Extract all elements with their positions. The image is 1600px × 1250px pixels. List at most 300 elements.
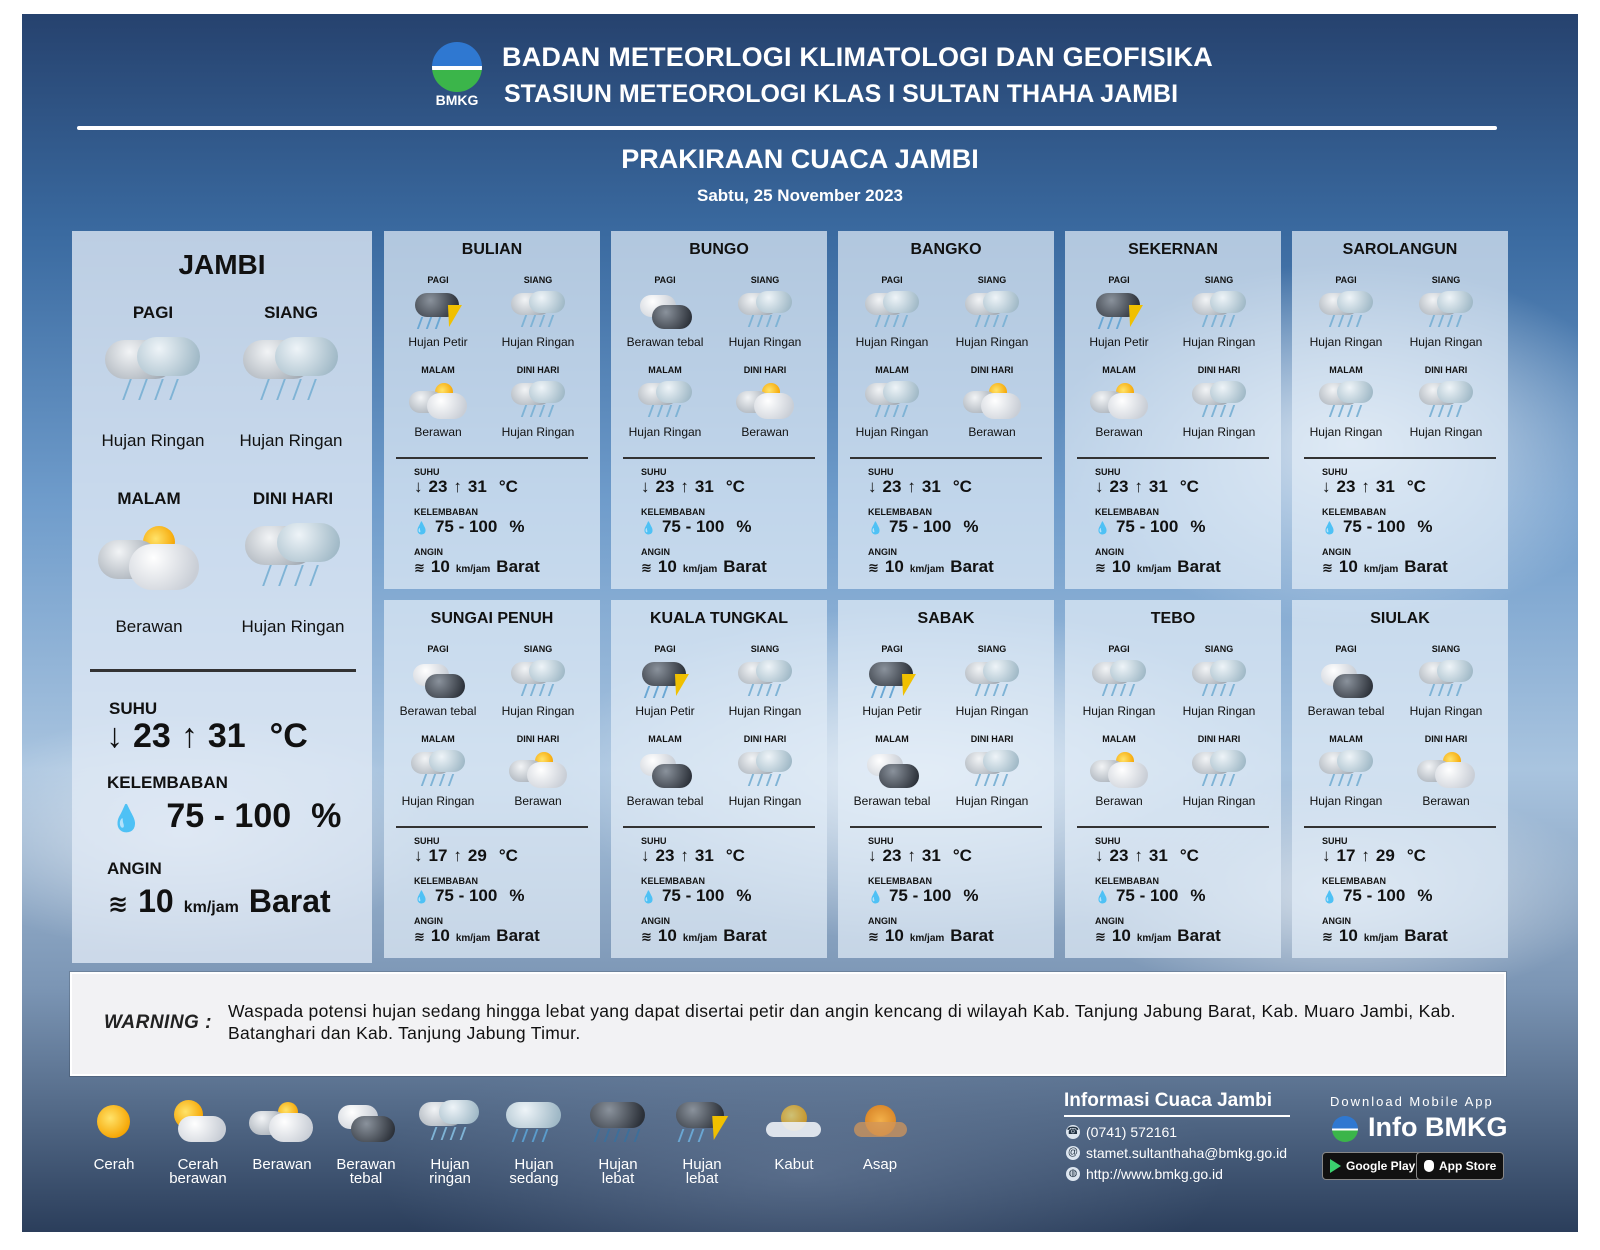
angin-label: ANGIN: [868, 547, 897, 557]
temp-unit: °C: [269, 717, 308, 755]
slot-desc: Hujan Ringan: [1082, 704, 1156, 718]
slot-desc: Hujan Petir: [635, 704, 695, 718]
city-card: [1292, 600, 1508, 958]
warning-box: [70, 972, 1506, 1076]
light-rain-icon: [634, 379, 696, 423]
slot-desc: Berawan: [414, 425, 462, 439]
slot-desc: Hujan Petir: [862, 704, 922, 718]
humidity-unit: %: [736, 886, 752, 905]
city-name: SEKERNAN: [1128, 241, 1218, 258]
down-arrow-icon: ↓: [414, 846, 423, 865]
card-wind: [1095, 916, 1221, 946]
card-temperature: [868, 467, 972, 497]
wind-icon: ≋: [1095, 560, 1106, 575]
temp-min: 23: [1109, 477, 1129, 496]
droplet-icon: 💧: [1322, 890, 1337, 904]
slot-label: MALAM: [117, 489, 181, 508]
card-humidity: [414, 507, 524, 537]
kelembaban-label: KELEMBABAN: [1095, 507, 1159, 517]
wind-direction: Barat: [723, 557, 767, 576]
slot-desc: Berawan tebal: [1307, 704, 1385, 718]
slot-label: SIANG: [977, 275, 1007, 285]
slot-siang: [1165, 644, 1273, 718]
slot-label: PAGI: [881, 275, 903, 285]
overcast-icon: [861, 748, 923, 792]
slot-desc: Hujan Ringan: [501, 335, 575, 349]
up-arrow-icon: ↑: [907, 477, 916, 496]
slot-pagi: [384, 644, 492, 718]
slot-desc: Hujan Ringan: [501, 704, 575, 718]
slot-dini: [484, 365, 592, 439]
humidity-value: 75 - 100: [888, 886, 952, 905]
humidity-value: 75 - 100: [888, 517, 952, 536]
card-humidity: [868, 876, 978, 906]
legend-label: Berawan tebal: [336, 1156, 396, 1187]
droplet-icon: 💧: [1095, 521, 1110, 535]
slot-label: SIANG: [977, 644, 1007, 654]
light-rain-icon: [507, 658, 569, 702]
slot-label: DINI HARI: [970, 365, 1014, 375]
main-city-name: JAMBI: [178, 249, 266, 280]
jambi-main-panel: [72, 231, 372, 963]
down-arrow-icon: ↓: [1322, 846, 1331, 865]
fog-icon: [759, 1098, 829, 1154]
overcast-icon: [634, 289, 696, 333]
down-arrow-icon: ↓: [414, 477, 423, 496]
legend-label: Hujan lebat: [682, 1156, 722, 1187]
light-rain-icon: [1415, 289, 1477, 333]
slot-dini: [1392, 734, 1500, 808]
slot-desc: Hujan Ringan: [955, 704, 1029, 718]
slot-desc: Hujan Ringan: [1409, 425, 1483, 439]
up-arrow-icon: ↑: [453, 846, 462, 865]
cloudy-icon: [94, 519, 204, 609]
web-link[interactable]: http://www.bmkg.go.id: [1086, 1166, 1223, 1182]
city-card: [384, 231, 600, 589]
slot-siang: [484, 644, 592, 718]
app-store-label: App Store: [1439, 1159, 1497, 1173]
slot-pagi: [1292, 644, 1400, 718]
slot-dini: [711, 365, 819, 439]
wind-speed: 10: [430, 557, 450, 576]
suhu-label: SUHU: [414, 467, 440, 477]
up-arrow-icon: ↑: [907, 846, 916, 865]
wind-direction: Barat: [1177, 926, 1221, 945]
slot-label: PAGI: [132, 303, 174, 322]
wind-icon: ≋: [868, 560, 879, 575]
slot-label: SIANG: [523, 644, 553, 654]
suhu-label: SUHU: [1322, 467, 1348, 477]
card-temperature: [1322, 467, 1426, 497]
light-rain-icon: [734, 748, 796, 792]
apple-icon: [1424, 1160, 1434, 1172]
slot-label: PAGI: [654, 275, 676, 285]
slot-dini: [1165, 734, 1273, 808]
angin-label: ANGIN: [1322, 916, 1351, 926]
legend-item: [324, 1098, 408, 1186]
slot-pagi: [1065, 275, 1173, 349]
slot-pagi: [1065, 644, 1173, 718]
slot-label: MALAM: [648, 365, 682, 375]
temp-max: 31: [921, 846, 941, 865]
card-wind: [868, 916, 994, 946]
google-play-icon: [1330, 1159, 1341, 1173]
kelembaban-label: KELEMBABAN: [414, 507, 478, 517]
slot-label: PAGI: [1335, 644, 1357, 654]
wind-direction: Barat: [1177, 557, 1221, 576]
bmkg-logo: BMKG: [427, 42, 487, 112]
slot-dini: [938, 365, 1046, 439]
slot-desc: Hujan Ringan: [628, 425, 702, 439]
city-name: SAROLANGUN: [1342, 241, 1458, 258]
slot-label: PAGI: [1108, 275, 1130, 285]
main-wind: [108, 883, 331, 920]
suhu-label: SUHU: [868, 836, 894, 846]
legend-item: [492, 1098, 576, 1186]
legend-item: [838, 1098, 922, 1172]
wind-speed: 10: [138, 883, 174, 919]
card-divider: [623, 457, 815, 459]
slot-desc: Berawan: [1095, 794, 1143, 808]
card-wind: [868, 547, 994, 577]
kelembaban-label: KELEMBABAN: [414, 876, 478, 886]
slot-dini: [938, 734, 1046, 808]
wind-unit: km/jam: [909, 564, 945, 575]
city-card: [1065, 231, 1281, 589]
light-rain-icon: [1315, 289, 1377, 333]
light-rain-icon: [861, 379, 923, 423]
humidity-unit: %: [509, 517, 525, 536]
legend-label: Asap: [862, 1156, 898, 1173]
light-rain-icon: [238, 519, 348, 609]
light-rain-icon: [961, 289, 1023, 333]
wind-direction: Barat: [1404, 557, 1448, 576]
slot-malam: [1065, 365, 1173, 439]
wind-unit: km/jam: [682, 933, 718, 944]
slot-siang: [711, 275, 819, 349]
thunderstorm-icon: [407, 289, 469, 333]
wind-speed: 10: [657, 926, 677, 945]
temp-min: 23: [882, 846, 902, 865]
main-slot-malam: [74, 489, 224, 637]
slot-dini: [711, 734, 819, 808]
card-humidity: [868, 507, 978, 537]
main-divider: [90, 669, 356, 672]
slot-siang: [484, 275, 592, 349]
slot-label: PAGI: [427, 275, 449, 285]
light-rain-icon: [861, 289, 923, 333]
email-row[interactable]: [1066, 1145, 1287, 1161]
suhu-label: SUHU: [1095, 836, 1121, 846]
slot-label: MALAM: [875, 734, 909, 744]
slot-label: SIANG: [750, 644, 780, 654]
slot-desc: Hujan Ringan: [1182, 794, 1256, 808]
card-temperature: [1095, 467, 1199, 497]
city-name: BULIAN: [461, 241, 523, 258]
card-temperature: [1095, 836, 1199, 866]
slot-desc: Hujan Ringan: [855, 425, 929, 439]
temp-unit: °C: [1406, 846, 1426, 865]
angin-label: ANGIN: [868, 916, 897, 926]
overcast-icon: [1315, 658, 1377, 702]
card-humidity: [1322, 876, 1432, 906]
slot-label: SIANG: [1204, 644, 1234, 654]
card-divider: [1304, 826, 1496, 828]
legend-label: Cerah: [93, 1156, 135, 1173]
card-wind: [1322, 916, 1448, 946]
temp-unit: °C: [498, 477, 518, 496]
down-arrow-icon: ↓: [868, 846, 877, 865]
wind-direction: Barat: [496, 926, 540, 945]
card-humidity: [1095, 876, 1205, 906]
slot-label: SIANG: [1204, 275, 1234, 285]
down-arrow-icon: ↓: [1095, 477, 1104, 496]
slot-desc: Berawan tebal: [626, 335, 704, 349]
droplet-icon: 💧: [1322, 521, 1337, 535]
slot-label: DINI HARI: [1197, 734, 1241, 744]
phone-number: (0741) 572161: [1086, 1124, 1178, 1140]
city-name: BANGKO: [910, 241, 982, 258]
light-rain-icon: [1188, 379, 1250, 423]
city-card: [1065, 600, 1281, 958]
kelembaban-label: KELEMBABAN: [641, 507, 705, 517]
light-rain-icon: [415, 1098, 485, 1154]
humidity-unit: %: [736, 517, 752, 536]
wind-icon: ≋: [414, 929, 425, 944]
angin-label: ANGIN: [1322, 547, 1351, 557]
slot-label: MALAM: [1102, 365, 1136, 375]
card-divider: [1077, 826, 1269, 828]
angin-label: ANGIN: [414, 547, 443, 557]
angin-label: ANGIN: [1095, 547, 1124, 557]
city-name: BUNGO: [689, 241, 749, 258]
main-temperature: [106, 717, 308, 756]
slot-siang: [1392, 275, 1500, 349]
slot-desc: Berawan: [1095, 425, 1143, 439]
overcast-icon: [634, 748, 696, 792]
humidity-value: 75 - 100: [661, 886, 725, 905]
legend-label: Hujan lebat: [598, 1156, 638, 1187]
info-title: Informasi Cuaca Jambi: [1064, 1090, 1273, 1111]
temp-min: 23: [655, 477, 675, 496]
slot-dini: [1392, 365, 1500, 439]
cloudy-icon: [407, 379, 469, 423]
temp-unit: °C: [952, 477, 972, 496]
slot-pagi: [838, 275, 946, 349]
legend-item: [408, 1098, 492, 1186]
slot-desc: Hujan Ringan: [855, 335, 929, 349]
wind-unit: km/jam: [682, 564, 718, 575]
slot-label: PAGI: [1108, 644, 1130, 654]
slot-label: SIANG: [523, 275, 553, 285]
slot-pagi: [1292, 275, 1400, 349]
light-rain-icon: [1188, 658, 1250, 702]
slot-pagi: [611, 275, 719, 349]
wind-direction: Barat: [950, 557, 994, 576]
slot-label: MALAM: [1102, 734, 1136, 744]
slot-desc: Hujan Ringan: [401, 794, 475, 808]
light-rain-icon: [507, 289, 569, 333]
temp-max: 31: [207, 717, 246, 755]
humidity-unit: %: [1190, 886, 1206, 905]
suhu-label: SUHU: [641, 836, 667, 846]
temp-min: 17: [1336, 846, 1356, 865]
card-temperature: [641, 467, 745, 497]
kelembaban-label: KELEMBABAN: [1322, 876, 1386, 886]
temp-unit: °C: [1179, 477, 1199, 496]
card-temperature: [1322, 836, 1426, 866]
temp-unit: °C: [952, 846, 972, 865]
slot-siang: [938, 644, 1046, 718]
forecast-poster: [22, 14, 1578, 1232]
light-rain-icon: [1415, 379, 1477, 423]
phone-row: [1066, 1124, 1177, 1140]
slot-label: DINI HARI: [516, 365, 560, 375]
wind-unit: km/jam: [1363, 933, 1399, 944]
city-name: SABAK: [917, 610, 975, 627]
temp-unit: °C: [1179, 846, 1199, 865]
thunderstorm-icon: [861, 658, 923, 702]
card-wind: [641, 547, 767, 577]
slot-desc: Hujan Ringan: [728, 335, 802, 349]
slot-desc: Hujan Ringan: [1309, 425, 1383, 439]
city-name: KUALA TUNGKAL: [649, 610, 789, 627]
light-rain-icon: [236, 333, 346, 423]
wind-speed: 10: [1111, 926, 1131, 945]
slot-malam: [384, 734, 492, 808]
web-row[interactable]: [1066, 1166, 1223, 1182]
slot-label: DINI HARI: [970, 734, 1014, 744]
temp-max: 31: [1375, 477, 1395, 496]
wind-speed: 10: [430, 926, 450, 945]
slot-siang: [1165, 275, 1273, 349]
google-play-button[interactable]: [1322, 1152, 1423, 1180]
download-label: Download Mobile App: [1330, 1094, 1494, 1109]
app-store-button[interactable]: [1416, 1152, 1504, 1180]
warning-label: WARNING :: [104, 1012, 212, 1033]
slot-pagi: [611, 644, 719, 718]
light-rain-icon: [961, 748, 1023, 792]
forecast-date: Sabtu, 25 November 2023: [697, 186, 903, 205]
info-divider: [1064, 1115, 1290, 1117]
suhu-label: SUHU: [109, 699, 158, 718]
slot-desc: Hujan Ringan: [955, 794, 1029, 808]
card-wind: [1322, 547, 1448, 577]
humidity-unit: %: [1417, 517, 1433, 536]
up-arrow-icon: ↑: [1361, 477, 1370, 496]
heavy-rain-icon: [583, 1098, 653, 1154]
slot-malam: [838, 734, 946, 808]
slot-pagi: [838, 644, 946, 718]
main-slot-dini: [218, 489, 368, 637]
wind-unit: km/jam: [1136, 564, 1172, 575]
main-humidity: [110, 797, 341, 836]
city-card: [611, 600, 827, 958]
humidity-value: 75 - 100: [1342, 886, 1406, 905]
temp-max: 31: [921, 477, 941, 496]
legend-label: Hujan sedang: [509, 1156, 559, 1187]
wind-speed: 10: [884, 926, 904, 945]
app-name: Info BMKG: [1368, 1112, 1508, 1142]
temp-max: 31: [1148, 477, 1168, 496]
humidity-unit: %: [1190, 517, 1206, 536]
slot-desc: Berawan: [741, 425, 789, 439]
slot-desc: Hujan Ringan: [1409, 704, 1483, 718]
humidity-unit: %: [963, 886, 979, 905]
down-arrow-icon: ↓: [106, 717, 123, 755]
slot-label: SIANG: [264, 303, 318, 322]
humidity-value: 75 - 100: [1115, 886, 1179, 905]
legend-item: [240, 1098, 324, 1172]
temp-max: 31: [694, 846, 714, 865]
phone-icon: ☎: [1066, 1126, 1080, 1137]
light-rain-icon: [1088, 658, 1150, 702]
city-card: [838, 231, 1054, 589]
slot-label: DINI HARI: [252, 489, 334, 508]
down-arrow-icon: ↓: [1095, 846, 1104, 865]
up-arrow-icon: ↑: [680, 477, 689, 496]
card-wind: [414, 916, 540, 946]
slot-label: MALAM: [1329, 365, 1363, 375]
slot-pagi: [384, 275, 492, 349]
email-link[interactable]: stamet.sultanthaha@bmkg.go.id: [1086, 1145, 1287, 1161]
light-rain-icon: [507, 379, 569, 423]
kelembaban-label: KELEMBABAN: [868, 876, 932, 886]
thunderstorm-icon: [634, 658, 696, 702]
droplet-icon: 💧: [1095, 890, 1110, 904]
droplet-icon: 💧: [110, 803, 143, 833]
slot-label: SIANG: [1431, 275, 1461, 285]
temp-min: 23: [1336, 477, 1356, 496]
slot-malam: [1292, 365, 1400, 439]
suhu-label: SUHU: [414, 836, 440, 846]
slot-siang: [711, 644, 819, 718]
light-rain-icon: [1315, 748, 1377, 792]
station-name: STASIUN METEOROLOGI KLAS I SULTAN THAHA JAMBI: [504, 80, 1179, 108]
card-wind: [641, 916, 767, 946]
city-card: [384, 600, 600, 958]
wind-direction: Barat: [1404, 926, 1448, 945]
temp-max: 29: [1375, 846, 1395, 865]
card-divider: [1304, 457, 1496, 459]
light-rain-icon: [734, 658, 796, 702]
slot-desc: Hujan Ringan: [101, 431, 205, 450]
suhu-label: SUHU: [641, 467, 667, 477]
haze-icon: [845, 1098, 915, 1154]
wind-speed: 10: [1111, 557, 1131, 576]
angin-label: ANGIN: [107, 859, 162, 878]
light-rain-icon: [1188, 289, 1250, 333]
wind-direction: Barat: [723, 926, 767, 945]
wind-unit: km/jam: [1136, 933, 1172, 944]
wind-icon: ≋: [1322, 560, 1333, 575]
temp-max: 31: [467, 477, 487, 496]
slot-malam: [384, 365, 492, 439]
droplet-icon: 💧: [868, 521, 883, 535]
humidity-value: 75 - 100: [166, 797, 292, 835]
card-temperature: [414, 836, 518, 866]
slot-label: DINI HARI: [743, 365, 787, 375]
overcast-icon: [331, 1098, 401, 1154]
card-divider: [396, 457, 588, 459]
wind-unit: km/jam: [455, 564, 491, 575]
wind-icon: ≋: [1095, 929, 1106, 944]
card-divider: [623, 826, 815, 828]
cloudy-icon: [1415, 748, 1477, 792]
kelembaban-label: KELEMBABAN: [107, 773, 228, 792]
slot-siang: [1392, 644, 1500, 718]
main-slot-pagi: [78, 303, 228, 451]
